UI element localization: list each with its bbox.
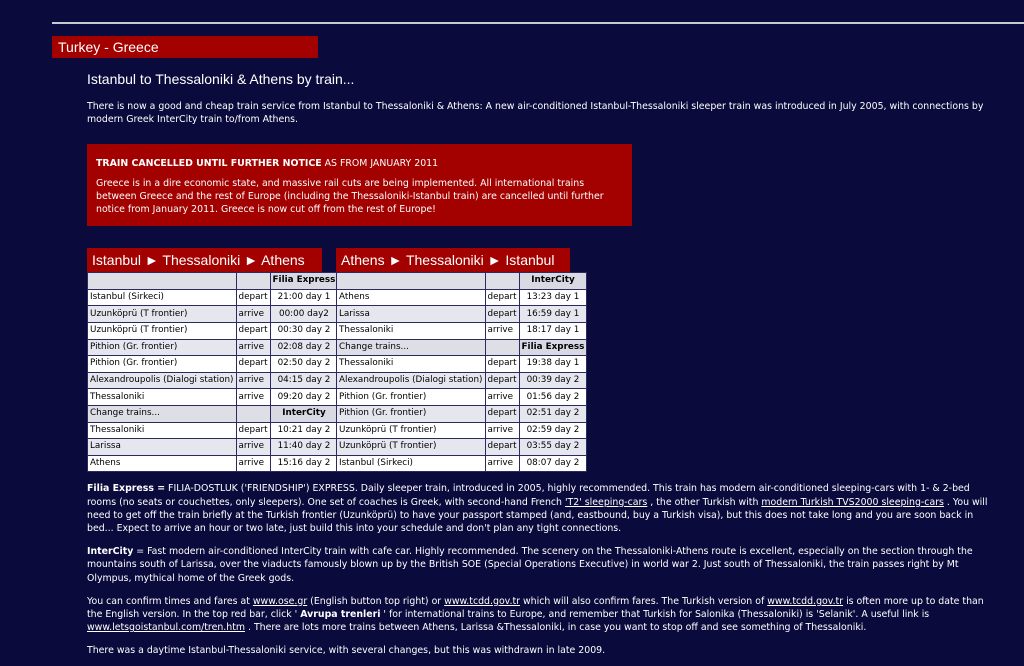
action-cell: arrive (485, 389, 519, 406)
action-cell: arrive (485, 323, 519, 340)
confirm-text: which will also confirm fares. The Turkish version of (523, 595, 768, 607)
confirmation-info (87, 595, 999, 635)
intro-paragraph: There is now a good and cheap train service from Istanbul to Thessaloniki & Athens: A new air-conditioned Istanbul-Thessaloniki sleeper train was introduced in July 2005, with connections by modern Greek InterCity train to/from Athens. (87, 101, 984, 126)
page-heading: Istanbul to Thessaloniki & Athens by train... (87, 71, 355, 87)
station-cell: Alexandroupolis (Dialogi station) (337, 372, 486, 389)
confirm-text: . There are lots more trains between Athens, Larissa &Thessaloniki, in case you want to stop off and see something of Thessaloniki. (248, 622, 867, 634)
station-cell (337, 273, 486, 290)
filia-description (87, 482, 999, 535)
time-cell: Filia Express (519, 339, 587, 356)
timetable-row (337, 323, 587, 340)
section-title-bar: Turkey - Greece (52, 36, 318, 58)
timetable-row (88, 389, 338, 406)
confirm-text: is often more up to date than the English version. In the top red bar, click ' (87, 595, 984, 620)
intercity-label: InterCity (87, 546, 134, 558)
notice-text: Greece is in a dire economic state, and massive rail cuts are being implemented. All international trains between Greece and the rest of Europe (including the Thessaloniki-Istanbul train) are cancelled until further notice from January 2011. Greece is now cut off from the rest of Europe! (96, 177, 604, 216)
action-cell (485, 273, 519, 290)
time-cell: 02:51 day 2 (519, 405, 587, 422)
timetable-row (337, 339, 587, 356)
action-cell: depart (236, 289, 270, 306)
timetable-row (337, 405, 587, 422)
ose-link[interactable]: www.ose.gr (252, 595, 308, 607)
action-cell: arrive (236, 439, 270, 456)
action-cell: depart (485, 356, 519, 373)
turkish-sleeping-cars-link[interactable]: modern Turkish TVS2000 sleeping-cars (761, 496, 944, 508)
station-cell: Change trains... (337, 339, 486, 356)
timetable-row (88, 439, 338, 456)
time-cell: 09:20 day 2 (270, 389, 338, 406)
time-cell: 01:56 day 2 (519, 389, 587, 406)
time-cell: 13:23 day 1 (519, 289, 587, 306)
timetable-row (337, 289, 587, 306)
time-cell: 00:00 day2 (270, 306, 338, 323)
time-cell: 21:00 day 1 (270, 289, 338, 306)
time-cell: 02:50 day 2 (270, 356, 338, 373)
timetable-row (88, 323, 338, 340)
timetable-row (337, 389, 587, 406)
timetable-row (88, 273, 338, 290)
notice-date: AS FROM JANUARY 2011 (324, 158, 439, 170)
time-cell: 19:38 day 1 (519, 356, 587, 373)
action-cell: depart (485, 289, 519, 306)
station-cell: Athens (88, 455, 237, 472)
tcdd-turkish-link[interactable]: www.tcdd.gov.tr (767, 595, 844, 607)
action-cell: depart (485, 439, 519, 456)
filia-text: FILIA-DOSTLUK ('FRIENDSHIP') EXPRESS. Daily sleeper train, introduced in 2005, highly recommended. This train has modern air-conditioned sleeping-cars with 1- & 2-bed rooms (no seats or couchettes, only sleepers). One set of coaches is Greek, with second-hand French (87, 483, 970, 508)
timetable-row (88, 372, 338, 389)
station-cell: Larissa (337, 306, 486, 323)
timetable-row (337, 273, 587, 290)
timetables (87, 248, 999, 472)
station-cell: Athens (337, 289, 486, 306)
action-cell: depart (236, 356, 270, 373)
action-cell: arrive (485, 455, 519, 472)
action-cell: arrive (236, 339, 270, 356)
time-cell: 08:07 day 2 (519, 455, 587, 472)
timetable-eastbound (87, 248, 336, 472)
action-cell: arrive (236, 372, 270, 389)
action-cell: depart (236, 323, 270, 340)
timetable-row (88, 422, 338, 439)
top-divider (52, 22, 1024, 24)
timetable-row (88, 306, 338, 323)
filia-label: Filia Express = (87, 483, 166, 495)
tcdd-link[interactable]: www.tcdd.gov.tr (444, 595, 521, 607)
confirm-text: (English button top right) or (310, 595, 445, 607)
confirm-text: ' for international trains to Europe, and remember that Turkish for Salonika (Thessaloniki) is 'Selanik'. A useful link is (383, 608, 930, 620)
time-cell: Filia Express (270, 273, 338, 290)
filia-mid: , the other Turkish with (650, 496, 762, 508)
timetable-row (337, 306, 587, 323)
station-cell (88, 273, 237, 290)
time-cell: 11:40 day 2 (270, 439, 338, 456)
timetable-row (337, 356, 587, 373)
station-cell: Uzunköprü (T frontier) (88, 306, 237, 323)
station-cell: Uzunköprü (T frontier) (337, 422, 486, 439)
action-cell: arrive (236, 306, 270, 323)
time-cell: 00:39 day 2 (519, 372, 587, 389)
station-cell: Pithion (Gr. frontier) (337, 405, 486, 422)
action-cell: depart (485, 306, 519, 323)
timetable-title: Athens ► Thessaloniki ► Istanbul (336, 248, 570, 272)
timetable-row (88, 405, 338, 422)
timetable-row (88, 356, 338, 373)
time-cell: InterCity (519, 273, 587, 290)
station-cell: Uzunköprü (T frontier) (88, 323, 237, 340)
action-cell: arrive (485, 422, 519, 439)
timetable-row (337, 439, 587, 456)
action-cell: arrive (236, 389, 270, 406)
station-cell: Pithion (Gr. frontier) (337, 389, 486, 406)
station-cell: Istanbul (Sirkeci) (88, 289, 237, 306)
time-cell: 16:59 day 1 (519, 306, 587, 323)
time-cell: 00:30 day 2 (270, 323, 338, 340)
time-cell: 15:16 day 2 (270, 455, 338, 472)
timetable-row (88, 339, 338, 356)
letsgoistanbul-link[interactable]: www.letsgoistanbul.com/tren.htm (87, 622, 246, 634)
station-cell: Thessaloniki (337, 323, 486, 340)
time-cell: 02:59 day 2 (519, 422, 587, 439)
daytime-service-note: There was a daytime Istanbul-Thessaloniki service, with several changes, but this was withdrawn in late 2009. (87, 645, 606, 657)
action-cell: arrive (236, 455, 270, 472)
time-cell: 04:15 day 2 (270, 372, 338, 389)
timetable-grid (336, 272, 587, 472)
time-cell: 02:08 day 2 (270, 339, 338, 356)
timetable-row (337, 372, 587, 389)
station-cell: Uzunköprü (T frontier) (337, 439, 486, 456)
station-cell: Larissa (88, 439, 237, 456)
timetable-westbound (336, 248, 585, 472)
action-cell: depart (485, 372, 519, 389)
timetable-row (88, 289, 338, 306)
timetable-title: Istanbul ► Thessaloniki ► Athens (87, 248, 322, 272)
intercity-description (87, 545, 999, 585)
main-content (87, 70, 999, 666)
timetable-row (337, 455, 587, 472)
filia-end: . You will need to get off the train briefly at the Turkish frontier (Uzunköprü) to have your passport stamped (and, eastbound, buy a Turkish visa), but this does not take long and you are soon back in bed... Expect to arrive an hour or two late, just build this into your schedule and don't plan any tight connections. (87, 496, 988, 534)
action-cell (485, 339, 519, 356)
action-cell (236, 405, 270, 422)
station-cell: Thessaloniki (88, 389, 237, 406)
sleeping-cars-link[interactable]: 'T2' sleeping-cars (564, 496, 648, 508)
station-cell: Pithion (Gr. frontier) (88, 339, 237, 356)
station-cell: Istanbul (Sirkeci) (337, 455, 486, 472)
station-cell: Thessaloniki (337, 356, 486, 373)
station-cell: Change trains... (88, 405, 237, 422)
time-cell: 18:17 day 1 (519, 323, 587, 340)
station-cell: Alexandroupolis (Dialogi station) (88, 372, 237, 389)
confirm-text: You can confirm times and fares at (87, 595, 253, 607)
time-cell: 03:55 day 2 (519, 439, 587, 456)
station-cell: Pithion (Gr. frontier) (88, 356, 237, 373)
station-cell: Thessaloniki (88, 422, 237, 439)
intercity-text: = Fast modern air-conditioned InterCity train with cafe car. Highly recommended. The scenery on the Thessaloniki-Athens route is excellent, especially on the section through the mountains south of Larissa, over the viaducts famously blown up by the British SOE (Special Operations Executive) in world war 2. Just south of Thessaloniki, the train passes right by Mt Olympus, mythical home of the Greek gods. (87, 546, 973, 584)
timetable-row (337, 422, 587, 439)
notice-title: TRAIN CANCELLED UNTIL FURTHER NOTICE (96, 158, 322, 170)
time-cell: InterCity (270, 405, 338, 422)
action-cell: depart (236, 422, 270, 439)
action-cell (236, 273, 270, 290)
timetable-grid (87, 272, 338, 472)
avrupa-trenleri-label: Avrupa trenleri (300, 608, 381, 620)
action-cell: depart (485, 405, 519, 422)
time-cell: 10:21 day 2 (270, 422, 338, 439)
cancellation-notice (87, 144, 632, 226)
timetable-row (88, 455, 338, 472)
